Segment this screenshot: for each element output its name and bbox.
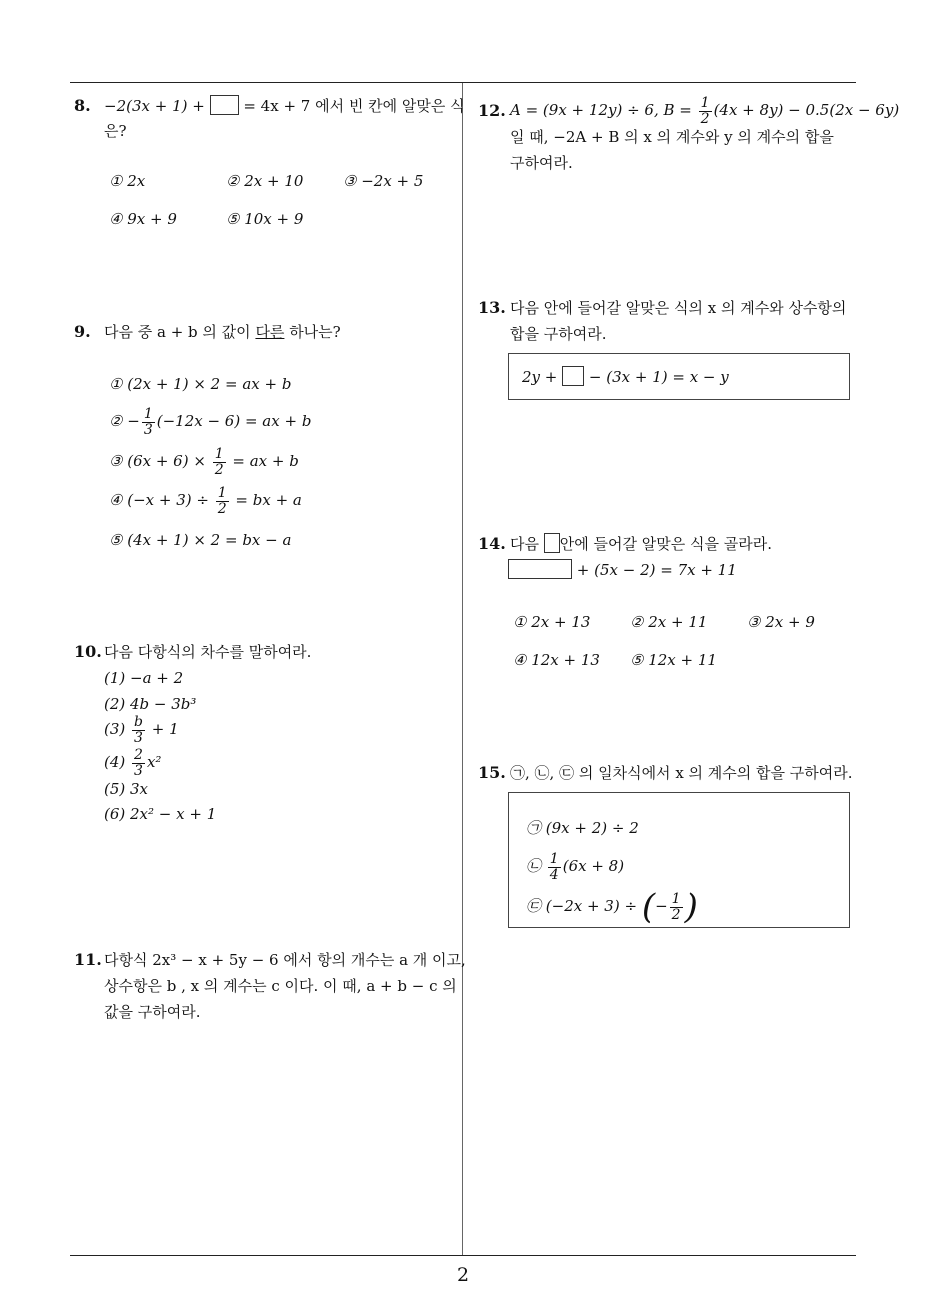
question-number: 8.	[74, 96, 91, 115]
numerator: 1	[217, 484, 227, 501]
equation-left: 2y +	[522, 368, 563, 386]
expression-mark: ㉡	[526, 857, 542, 875]
expression-a: ㉠ (9x + 2) ÷ 2	[526, 819, 639, 837]
question-text-line1: 다항식 2x³ − x + 5y − 6 에서 항의 개수는 a 개 이고,	[104, 951, 466, 969]
expression-suffix: (6x + 8)	[562, 857, 625, 875]
choice-4[interactable]: ④ 12x + 13	[513, 651, 600, 669]
fraction	[670, 892, 683, 923]
page-number: 2	[456, 1264, 470, 1286]
fraction	[699, 96, 712, 127]
numerator: 1	[549, 850, 559, 867]
choice-4[interactable]: ④ 9x + 9	[109, 210, 177, 228]
item-suffix: x²	[146, 753, 162, 771]
item-label: (3)	[104, 720, 126, 738]
choice-4[interactable]	[109, 483, 302, 517]
numerator: 1	[700, 94, 710, 111]
item-3	[104, 712, 179, 746]
question-number: 14.	[478, 534, 506, 553]
question-text-line2: 은?	[104, 122, 127, 140]
numerator: 1	[214, 445, 224, 462]
choice-3[interactable]	[109, 444, 299, 478]
fraction	[216, 486, 229, 517]
question-text	[104, 321, 341, 343]
equation-left: −2(3x + 1) +	[104, 97, 210, 115]
denominator: 3	[134, 729, 143, 746]
underlined-word: 다른	[255, 323, 285, 341]
question-text-line2: 합을 구하여라.	[510, 325, 607, 343]
question-number: 13.	[478, 298, 506, 317]
question-prefix: 다음 중 a + b 의 값이	[104, 323, 256, 341]
question-text-line3: 값을 구하여라.	[104, 1003, 201, 1021]
denominator: 2	[214, 461, 224, 478]
choice-5[interactable]: ⑤ 10x + 9	[226, 210, 304, 228]
numerator: b	[134, 713, 143, 730]
item-5: (5) 3x	[104, 780, 149, 798]
column-divider	[462, 83, 463, 1255]
choice-5[interactable]: ⑤ (4x + 1) × 2 = bx − a	[109, 531, 292, 549]
item-suffix: + 1	[151, 720, 179, 738]
choice-prefix: ④ (−x + 3) ÷	[109, 491, 209, 509]
denominator: 3	[134, 762, 143, 779]
numerator: 1	[143, 405, 153, 422]
question-number: 15.	[478, 763, 506, 782]
question-number: 9.	[74, 322, 91, 341]
denominator: 2	[217, 500, 227, 517]
denominator: 2	[700, 110, 710, 127]
choice-rest: (−12x − 6) = ax + b	[156, 412, 312, 430]
minus-sign: −	[127, 412, 140, 430]
expression-b	[526, 849, 624, 883]
question-number: 11.	[74, 950, 102, 969]
choice-2[interactable]: ② 2x + 10	[226, 172, 304, 190]
choice-1[interactable]: ① 2x + 13	[513, 613, 591, 631]
question-text: 다음 다항식의 차수를 말하여라.	[104, 643, 312, 661]
item-2: (2) 4b − 3b³	[104, 695, 197, 713]
blank-box	[508, 559, 572, 579]
blank-box	[562, 366, 584, 386]
equation-right: − (3x + 1) = x − y	[584, 368, 729, 386]
fraction	[142, 407, 155, 438]
question-text-line2: 일 때, −2A + B 의 x 의 계수와 y 의 계수의 합을	[510, 128, 834, 146]
equation	[508, 559, 737, 581]
blank-box	[544, 533, 560, 553]
equation-b: (4x + 8y) − 0.5(2x − 6y)	[713, 101, 900, 119]
question-prefix: 다음	[510, 535, 544, 553]
choice-1[interactable]: ① (2x + 1) × 2 = ax + b	[109, 375, 292, 393]
question-text: ㉠, ㉡, ㉢ 의 일차식에서 x 의 계수의 합을 구하여라.	[510, 764, 853, 782]
choice-3[interactable]: ③ 2x + 9	[747, 613, 815, 631]
question-number: 12.	[478, 101, 506, 120]
choice-2[interactable]: ② 2x + 11	[630, 613, 708, 631]
fraction	[132, 748, 145, 779]
choice-suffix: = bx + a	[235, 491, 302, 509]
question-text-line1: 다음 안에 들어갈 알맞은 식의 x 의 계수와 상수항의	[510, 299, 847, 317]
question-text-line2: 상수항은 b , x 의 계수는 c 이다. 이 때, a + b − c 의	[104, 977, 457, 995]
choice-suffix: = ax + b	[232, 452, 299, 470]
left-paren: (	[641, 887, 656, 927]
choice-1[interactable]: ① 2x	[109, 172, 146, 190]
choice-mark: ②	[109, 412, 123, 430]
footer-rule	[70, 1255, 856, 1256]
equation-a: A = (9x + 12y) ÷ 6, B =	[510, 101, 692, 119]
equation-right: = 4x + 7 에서 빈 칸에 알맞은 식	[238, 97, 465, 115]
right-paren: )	[684, 887, 698, 927]
numerator: 2	[134, 746, 143, 763]
choice-3[interactable]: ③ −2x + 5	[343, 172, 424, 190]
item-1: (1) −a + 2	[104, 669, 184, 687]
expression-c	[526, 887, 698, 927]
choice-5[interactable]: ⑤ 12x + 11	[630, 651, 717, 669]
numerator: 1	[671, 890, 681, 907]
question-text	[510, 533, 772, 555]
question-text-line3: 구하여라.	[510, 154, 573, 172]
choice-prefix: ③ (6x + 6) ×	[109, 452, 206, 470]
item-6: (6) 2x² − x + 1	[104, 805, 217, 823]
header-rule	[70, 82, 856, 83]
minus-sign: −	[655, 897, 668, 915]
question-suffix: 안에 들어갈 알맞은 식을 골라라.	[559, 535, 772, 553]
equation-right: + (5x − 2) = 7x + 11	[572, 561, 737, 579]
expression-prefix: ㉢ (−2x + 3) ÷	[526, 897, 638, 915]
denominator: 2	[671, 906, 681, 923]
question-suffix: 하나는?	[284, 323, 341, 341]
equation	[522, 366, 729, 388]
denominator: 3	[143, 421, 153, 438]
item-4	[104, 745, 161, 779]
question-number: 10.	[74, 642, 102, 661]
question-text	[510, 93, 899, 127]
choice-2[interactable]	[109, 404, 311, 438]
fraction	[548, 852, 561, 883]
blank-box	[210, 95, 239, 115]
question-text	[104, 95, 465, 117]
fraction	[213, 447, 226, 478]
item-label: (4)	[104, 753, 126, 771]
fraction	[132, 715, 145, 746]
denominator: 4	[549, 866, 559, 883]
